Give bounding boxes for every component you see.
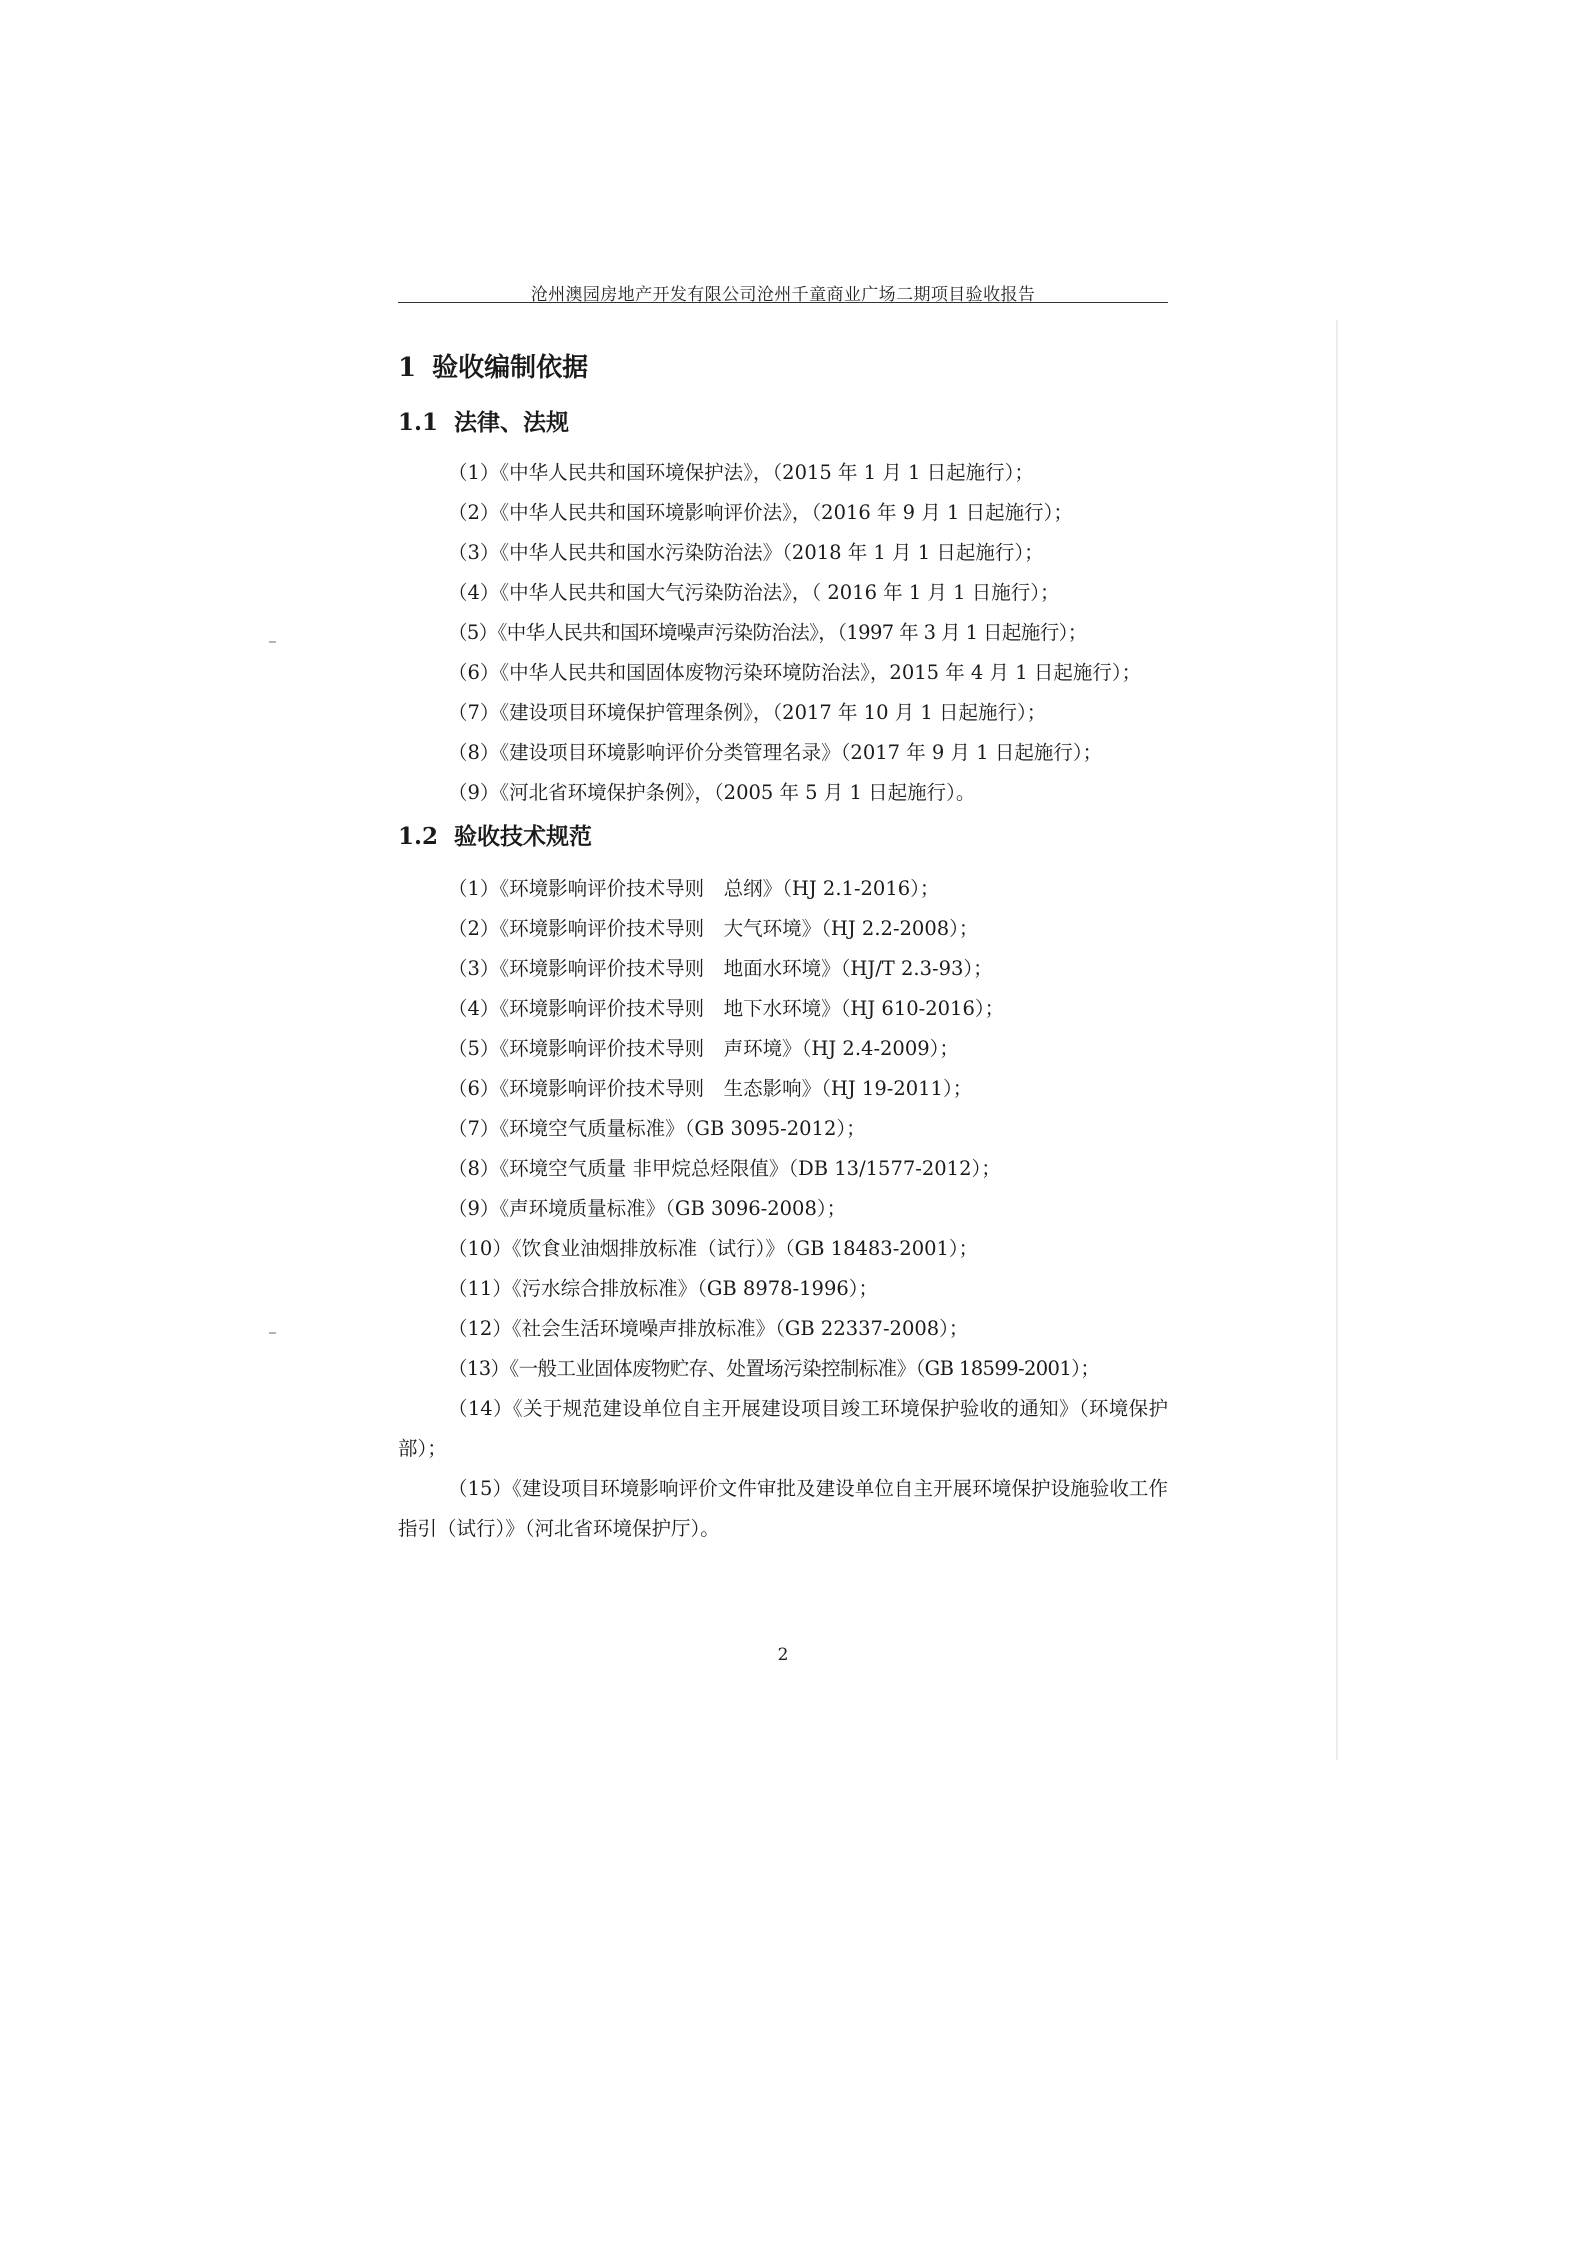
standard-item: （3）《环境影响评价技术导则 地面水环境》（HJ/T 2.3-93）；: [448, 957, 993, 980]
standard-item: （15）《建设项目环境影响评价文件审批及建设单位自主开展环境保护设施验收工作指引（试行）》（河北省环境保护厅）。: [398, 1477, 1168, 1540]
section-title: 验收编制依据: [432, 353, 589, 383]
document-body: [398, 345, 1168, 1549]
standards-list: [398, 869, 1168, 1549]
scan-mark: [269, 641, 276, 643]
law-item: （9）《河北省环境保护条例》，（2005 年 5 月 1 日起施行）。: [448, 781, 976, 804]
standard-item: （4）《环境影响评价技术导则 地下水环境》（HJ 610-2016）；: [448, 997, 1005, 1020]
standard-item: （2）《环境影响评价技术导则 大气环境》（HJ 2.2-2008）；: [448, 917, 979, 940]
scan-mark: [269, 1332, 276, 1334]
section-1-heading: [398, 345, 1168, 391]
section-number: 1.1: [398, 409, 439, 436]
standard-item: （10）《饮食业油烟排放标准（试行）》（GB 18483-2001）；: [448, 1237, 979, 1260]
standard-item: （9）《声环境质量标准》（GB 3096-2008）；: [448, 1197, 847, 1220]
law-item: （4）《中华人民共和国大气污染防治法》，（ 2016 年 1 月 1 日施行）；: [448, 581, 1060, 604]
laws-list: [398, 453, 1168, 813]
standard-item: （13）《一般工业固体废物贮存、处置场污染控制标准》（GB 18599-2001）；: [448, 1357, 1100, 1380]
header-rule: [398, 302, 1168, 303]
scan-page-edge: [1336, 320, 1338, 1760]
section-title: 验收技术规范: [454, 823, 593, 850]
law-item: （7）《建设项目环境保护管理条例》，（2017 年 10 月 1 日起施行）；: [448, 701, 1047, 724]
standard-item: （6）《环境影响评价技术导则 生态影响》（HJ 19-2011）；: [448, 1077, 973, 1100]
law-item: （6）《中华人民共和国固体废物污染环境防治法》，2015 年 4 月 1 日起施行）；: [448, 661, 1142, 684]
law-item: （1）《中华人民共和国环境保护法》，（2015 年 1 月 1 日起施行）；: [448, 461, 1034, 484]
section-title: 法律、法规: [454, 409, 570, 436]
standard-item: （7）《环境空气质量标准》（GB 3095-2012）；: [448, 1117, 866, 1140]
law-item: （3）《中华人民共和国水污染防治法》（2018 年 1 月 1 日起施行）；: [448, 541, 1044, 564]
law-item: （8）《建设项目环境影响评价分类管理名录》（2017 年 9 月 1 日起施行）；: [448, 741, 1103, 764]
standard-item: （1）《环境影响评价技术导则 总纲》（HJ 2.1-2016）；: [448, 877, 940, 900]
standard-item: （8）《环境空气质量 非甲烷总烃限值》（DB 13/1577-2012）；: [448, 1157, 1001, 1180]
standard-item: （14）《关于规范建设单位自主开展建设项目竣工环境保护验收的通知》（环境保护部）；: [398, 1397, 1168, 1460]
section-1-2-heading: [398, 817, 1168, 857]
law-item: （2）《中华人民共和国环境影响评价法》，（2016 年 9 月 1 日起施行）；: [448, 501, 1073, 524]
running-header: 沧州澳园房地产开发有限公司沧州千童商业广场二期项目验收报告: [530, 285, 1036, 305]
section-number: 1: [398, 353, 417, 383]
section-number: 1.2: [398, 823, 439, 850]
law-item: （5）《中华人民共和国环境噪声污染防治法》，（1997 年 3 月 1 日起施行）；: [448, 621, 1087, 644]
standard-item: （11）《污水综合排放标准》（GB 8978-1996）；: [448, 1277, 879, 1300]
standard-item: （5）《环境影响评价技术导则 声环境》（HJ 2.4-2009）；: [448, 1037, 959, 1060]
section-1-1-heading: [398, 403, 1168, 443]
standard-item: （12）《社会生活环境噪声排放标准》（GB 22337-2008）；: [448, 1317, 969, 1340]
page-number: 2: [777, 1645, 789, 1665]
